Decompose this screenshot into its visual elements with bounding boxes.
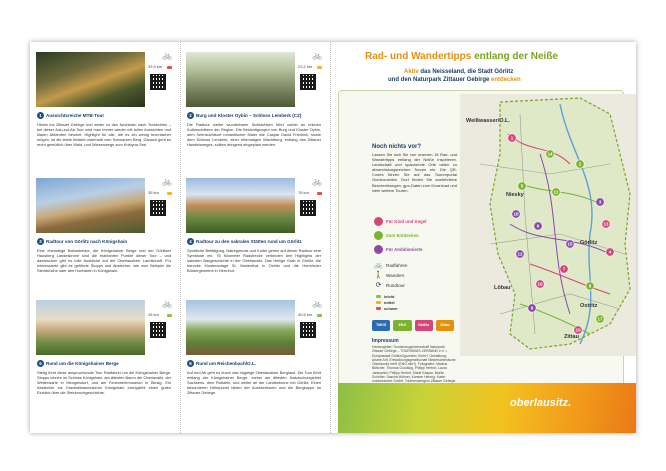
partner-logo: Görlitz bbox=[415, 320, 433, 331]
flyer-sheet bbox=[30, 42, 636, 433]
tour-title-row bbox=[37, 238, 127, 245]
map-marker[interactable] bbox=[606, 248, 614, 256]
tour-distance: 76 km bbox=[298, 190, 309, 195]
svg-text:7: 7 bbox=[562, 266, 566, 272]
tour-number-badge: 3 bbox=[37, 238, 44, 245]
svg-text:13: 13 bbox=[603, 221, 609, 227]
tour-distance: 35 km bbox=[148, 190, 159, 195]
bicycle-icon: 🚲 bbox=[312, 51, 322, 60]
qr-code[interactable] bbox=[300, 74, 316, 90]
tour-description: Eine ehemalige Bahnstrecke, die Königshainer Berge und der Görlitzer Hausberg Landeskrone sind die markanten Punkte dieser Tour – und dazwischen gibt es tolle Ausblicke auf die Oberlausitzer Landschaft. Für Interessierte gibt es geführte Stopps und Abstecher, wie zum Beispiel die Steinbrüche oder den Hochstein in Königshain. bbox=[37, 248, 171, 274]
bicycle-icon: 🚲 bbox=[374, 262, 383, 269]
tour-title-row bbox=[37, 112, 104, 119]
map-town-label: Görlitz bbox=[580, 240, 598, 246]
imprint-text: Herausgeber: Tourismusgemeinschaft Naturpark Zittauer Gebirge – TOURISMUS-VERBAND e.V. • Europastadt Görlitz/Zgorzelec GmbH. Gestaltung: Ariane Arlt, Entwicklungsgesellschaft Niederschlesische Oberlausitz mbH (ENO mbH). Fotografen: Markus Böttcher, Thomas Goodwig, Philipp Herfort, Laura Jankowski, Philipp Herfort, Marie Kaspar, Moritz Schröter, Sascha Hübner, Karsten Hennig. Karte: outdooractive GmbH, Tourismusregion Zittauer Gebirge. bbox=[372, 345, 457, 384]
map-marker[interactable] bbox=[596, 198, 604, 206]
difficulty-indicator bbox=[167, 314, 172, 317]
tour-description: Auf und Ab geht es durch das hügelige Oberlausitzer Bergland. Die Tour führt entlang der Königshainer Berge, vorbei am ältesten Naturschutzgebiet Sachsens, dem Rotstein, und weiter an der Landeskrone bei Görlitz. Einen besonderen Höhepunkt bilden der Aussichtsturm und die Bergkuppe im Zittauer Gebirge. bbox=[187, 370, 321, 396]
discover-icon bbox=[374, 231, 383, 240]
map-town-label: Ostritz bbox=[580, 303, 598, 309]
tour-card bbox=[36, 178, 176, 298]
tour-number-badge: 4 bbox=[187, 238, 194, 245]
faq-text: Lassen Sie sich Sie von unseren 18 Rad- und Wandertipps entlang der Neiße inspirieren. Landschaft und spannende Orte laden zu abwechslungsreichen Touren ein. Die QR-Codes führen Sie auf das Tourenportal Outdooractive. Dort finden Sie ausführliche Beschreibungen, gpx-Daten zum Download und viele weitere Touren. bbox=[372, 152, 457, 193]
map-town-label: Niesky bbox=[506, 192, 524, 198]
svg-text:17: 17 bbox=[597, 316, 603, 322]
difficulty-indicator bbox=[317, 314, 322, 317]
tour-distance: 40,5 km bbox=[298, 312, 313, 317]
svg-text:14: 14 bbox=[547, 151, 553, 157]
tour-number-badge: 6 bbox=[187, 360, 194, 367]
legend-type-radfahren: 🚲 Radfahren bbox=[374, 262, 408, 269]
hiking-icon: 🚶 bbox=[374, 272, 383, 279]
partner-logo: ENO bbox=[393, 320, 411, 331]
region-map-drawing bbox=[460, 94, 636, 356]
difficulty-indicator bbox=[317, 192, 322, 195]
map-marker[interactable] bbox=[528, 304, 536, 312]
imprint-title: Impressum bbox=[372, 338, 399, 344]
faq-title: Noch nichts vor? bbox=[372, 144, 422, 150]
tour-title: Radtour von Görlitz nach Königshain bbox=[46, 239, 128, 244]
legend-category-entdecken: Zum Entdecken bbox=[374, 231, 419, 240]
map-marker[interactable] bbox=[586, 282, 594, 290]
svg-text:11: 11 bbox=[553, 189, 559, 195]
map-marker[interactable] bbox=[534, 222, 542, 230]
tour-title-row bbox=[187, 360, 256, 367]
map-marker[interactable] bbox=[602, 220, 610, 228]
svg-text:3: 3 bbox=[598, 199, 602, 205]
tour-card bbox=[36, 52, 176, 172]
map-marker[interactable] bbox=[552, 188, 560, 196]
partner-logos bbox=[372, 317, 454, 333]
tour-title-row bbox=[187, 112, 301, 119]
tour-title: Radtour zu den sakralen Stätten rund um Görlitz bbox=[196, 239, 302, 244]
bicycle-icon: 🚲 bbox=[162, 299, 172, 308]
legend-difficulty-schwer: schwer bbox=[376, 306, 398, 311]
tour-description: Sportliche Betätigung, Naturgenuss und Kultur gehen auf dieser Radtour eine Symbiose ein. 76 Kilometer Radstrecke verbinden drei Highlights der sakralen Baugeschichte in der Oberlausitz: Das Heilige Grab in Görlitz, die barocke Klosteranlage St. Marienthal in Ostritz und die Herrnhuter Brüdergemeine in Herrnhut. bbox=[187, 248, 321, 274]
tour-number-badge: 5 bbox=[37, 360, 44, 367]
svg-text:10: 10 bbox=[575, 327, 581, 333]
svg-text:12: 12 bbox=[517, 251, 523, 257]
svg-text:4: 4 bbox=[608, 249, 612, 255]
map-marker[interactable] bbox=[518, 182, 526, 190]
bicycle-icon: 🚲 bbox=[312, 299, 322, 308]
svg-text:15: 15 bbox=[567, 241, 573, 247]
tour-description: Die Radtour weiter wunderbarer Sichtachsen führt vorbei an reichen Kulturschätzen der Region. Die Besichtigungen von Burg und Kloster Oybin, dem Sehnsuchtsort romantischer Maler wie Caspar David Friedrich, sowie dem Schloss Lemberk, einer ehemaligen Wachtburg, entlang des Zittauer Handelsweges, sollten dringend eingeplant werden. bbox=[187, 122, 321, 148]
map-marker[interactable] bbox=[508, 134, 516, 142]
tour-photo bbox=[36, 52, 145, 107]
tour-photo bbox=[186, 300, 295, 355]
tour-title-row bbox=[37, 360, 119, 367]
legend-difficulty-leicht: leicht bbox=[376, 294, 394, 299]
svg-text:18: 18 bbox=[513, 211, 519, 217]
qr-code[interactable] bbox=[150, 200, 166, 216]
tour-distance: 33,9 km bbox=[148, 64, 163, 69]
map-marker[interactable] bbox=[574, 326, 582, 334]
map-town-label: Löbau bbox=[494, 285, 511, 291]
legend-type-wandern: 🚶 Wandern bbox=[374, 272, 405, 279]
legend-type-rundtour: ⟳ Rundtour bbox=[375, 282, 405, 289]
tour-photo bbox=[186, 52, 295, 107]
difficulty-indicator bbox=[167, 66, 172, 69]
subtitle-line-1: Aktiv das Neisseland, die Stadt Görlitz bbox=[404, 69, 514, 75]
map-marker[interactable] bbox=[596, 315, 604, 323]
tour-photo bbox=[36, 300, 145, 355]
region-map[interactable] bbox=[460, 94, 636, 356]
tour-title: Rund um Reichenbach/O.L. bbox=[196, 361, 256, 366]
qr-code[interactable] bbox=[300, 200, 316, 216]
legend-difficulty-mittel: mittel bbox=[376, 300, 395, 305]
brand-band bbox=[338, 383, 636, 433]
tour-card bbox=[186, 52, 326, 172]
svg-text:5: 5 bbox=[520, 183, 524, 189]
qr-code[interactable] bbox=[300, 322, 316, 338]
subtitle-line-2: und den Naturpark Zittauer Gebirge entdecken bbox=[388, 77, 521, 83]
difficulty-indicator bbox=[167, 192, 172, 195]
difficulty-indicator bbox=[317, 66, 322, 69]
tour-photo bbox=[186, 178, 295, 233]
tour-title: Rund um die Königshainer Berge bbox=[46, 361, 119, 366]
svg-text:16: 16 bbox=[537, 281, 543, 287]
tour-number-badge: 2 bbox=[187, 112, 194, 119]
loop-icon: ⟳ bbox=[375, 282, 382, 289]
tour-card bbox=[186, 178, 326, 298]
tour-distance: 23,2 km bbox=[298, 64, 313, 69]
tour-title: Aussichtsreiche MTB-Tour bbox=[46, 113, 105, 118]
map-marker[interactable] bbox=[516, 250, 524, 258]
map-marker[interactable] bbox=[512, 210, 520, 218]
svg-text:6: 6 bbox=[536, 223, 540, 229]
map-marker[interactable] bbox=[546, 150, 554, 158]
svg-text:1: 1 bbox=[510, 135, 514, 141]
tour-card bbox=[36, 300, 176, 420]
map-town-label: Zittau bbox=[564, 334, 579, 340]
map-marker[interactable] bbox=[576, 160, 584, 168]
qr-code[interactable] bbox=[150, 322, 166, 338]
tour-number-badge: 1 bbox=[37, 112, 44, 119]
bicycle-icon: 🚲 bbox=[312, 177, 322, 186]
tour-description: Hinein ins Zittauer Gebirge und weiter zu den Nachbarn nach Tschechien – bei dieser Auf-und-Ab-Tour wird man immer wieder mit tollen Aussichten und klaren Abfahrten belohnt. Highlight für alle, die es ein wenig technischer mögen, ist die letzte Abfahrt unterhalb vom Schwarzen Berg. Danach geht es recht gemütlich über Wald- und Wiesenwege zum Kristyna-See. bbox=[37, 122, 171, 148]
legend-category-kind: Für Kind und Kegel bbox=[374, 217, 427, 226]
map-marker[interactable] bbox=[560, 265, 568, 273]
fold-line bbox=[180, 42, 181, 433]
tour-description: Stetig führt diese anspruchsvolle Tour Radfahrer um die Königshainer Berge. Stopps lohnen im Schloss Königshain, am ältesten Baum der Oberlausitz, der Wetterwarte in Mengelsdorf, und am Feuerwehrmuseum in Biesig. Ein Abstecher ins Granitabbaumuseum Königshain ermöglicht einen guten Einblick über die Steinbruchgeschichte. bbox=[37, 370, 171, 396]
legend-category-ambitioniert: Für Ambitionierte bbox=[374, 245, 422, 254]
main-title: Rad- und Wandertipps entlang der Neiße bbox=[365, 51, 558, 62]
svg-text:2: 2 bbox=[578, 161, 582, 167]
tour-title: Burg und Kloster Oybin – Schloss Lemberk (CZ) bbox=[196, 113, 302, 118]
mountain-bike-icon: 🚲 bbox=[162, 51, 172, 60]
map-marker[interactable] bbox=[536, 280, 544, 288]
partner-logo: Zittau bbox=[436, 320, 454, 331]
partner-logo: TMGS bbox=[372, 320, 390, 331]
svg-text:8: 8 bbox=[588, 283, 592, 289]
brand-logo: oberlausitz. bbox=[510, 397, 572, 409]
map-town-label: Weißwasser/O.L. bbox=[466, 118, 510, 124]
mountain-icon bbox=[374, 245, 383, 254]
tour-card bbox=[186, 300, 326, 420]
svg-text:9: 9 bbox=[530, 305, 534, 311]
bicycle-icon: 🚲 bbox=[162, 177, 172, 186]
right-panel bbox=[330, 42, 636, 433]
family-icon bbox=[374, 217, 383, 226]
tour-title-row bbox=[187, 238, 302, 245]
qr-code[interactable] bbox=[150, 74, 166, 90]
map-marker[interactable] bbox=[566, 240, 574, 248]
tour-photo bbox=[36, 178, 145, 233]
tour-distance: 26 km bbox=[148, 312, 159, 317]
